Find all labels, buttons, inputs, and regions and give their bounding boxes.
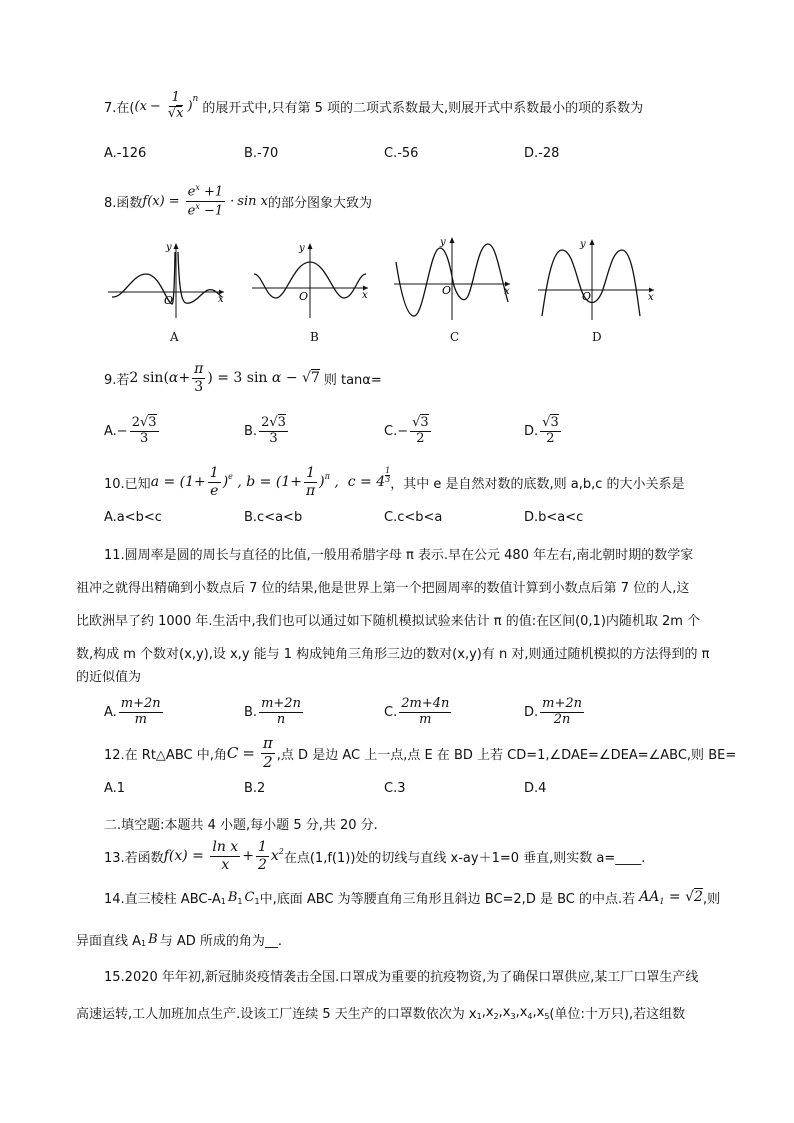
q14-line-2a: 异面直线 A [76,934,142,949]
q11-option-d: D. $\frac{m+2n}{2n}$ [524,695,583,727]
q7-option-c: C.-56 [384,146,419,161]
q8-graph-d [536,236,658,324]
q7-stem [104,86,643,126]
q11-line-3: 比欧洲早了约 1000 年.生活中,我们也可以通过如下随机模拟试验来估计 π 的值:在区间(0,1)内随机取 2m 个 [76,614,701,629]
q14-line-2b: 与 AD 所成的角为__. [159,934,282,949]
q9-equation: 2 sin( α + $\frac{\pi}{3}$ ) = 3 sin α − √7 [129,361,320,395]
q11-option-c-label: C. [384,704,398,720]
q9-option-b-label: B. [244,423,258,439]
svg-text:y: y [166,242,172,253]
q15-line-2b: (单位:十万只),若这组数 [549,1007,686,1022]
q9-option-c-label: C. [384,423,398,439]
q11-option-c: C. $\frac{2m+4n}{m}$ [384,695,450,727]
q15-line-1: 15.2020 年年初,新冠肺炎疫情袭击全国.口罩成为重要的抗疫物资,为了确保口罩供应,某工厂口罩生产线 [104,970,699,985]
q11-line-5: 的近似值为 [76,670,142,685]
q14-line-1b: 中,底面 ABC 为等腰直角三角形且斜边 BC=2,D 是 BC 的中点.若 [259,891,636,907]
q10-prefix: 10.已知 [104,476,151,492]
q14-line-1a: 14.直三棱柱 ABC-A [104,891,221,907]
q10-option-c: C.c<b<a [384,510,443,525]
q12-prefix: 12.在 Rt△ABC 中,角 [104,747,227,763]
q9-option-a: A. − $\frac{2√3}{3}$ [104,414,157,446]
q9-stem [104,356,382,400]
q8-function-expression: f ( x ) = $\frac{e^x +1}{e^x -1}$ · sin x [142,183,268,218]
q11-line-1: 11.圆周率是圆的周长与直径的比值,一般用希腊字母 π 表示.早在公元 480 年左右,南北朝时期的数学家 [104,548,694,563]
q11-option-b: B. $\frac{m+2n}{n}$ [244,695,301,727]
q8-graph-label-d: D [592,330,602,344]
q7-option-d: D.-28 [524,146,560,161]
q12-option-a: A.1 [104,781,126,796]
svg-text:y: y [580,239,586,250]
q8-graph-label-a: A [170,330,179,344]
q13-prefix: 13.若函数 [104,850,164,866]
q12-option-c: C.3 [384,781,406,796]
q9-option-c: C. − $\frac{√3}{2}$ [384,414,429,446]
q8-prefix: 8.函数 [104,195,143,211]
svg-text:x: x [504,286,510,297]
q11-option-b-label: B. [244,704,258,720]
q9-option-d-label: D. [524,423,539,439]
svg-text:y: y [440,237,446,248]
q12-angle-c: C = $\frac{\pi}{2}$ [226,734,273,771]
q11-line-4: 数,构成 m 个数对(x,y),设 x,y 能与 1 构成钝角三角形三边的数对(x,y)有 n 对,则通过随机模拟的方法得到的 π [76,647,710,662]
q9-option-a-label: A. [104,423,117,439]
q8-graph-b [250,240,372,322]
q8-graph-label-b: B [310,330,319,344]
q15-line-2: 高速运转,工人加班加点生产.设该工厂连续 5 天生产的口罩数依次为 x 1 ,x 2 ,x 3 ,x 4 ,x 5 (单位:十万只),若这组数 [76,1005,686,1022]
q9-suffix: 则 tanα= [323,372,382,388]
q7-suffix: 的展开式中,只有第 5 项的二项式系数最大,则展开式中系数最小的项的系数为 [202,100,644,116]
q14-line-1: 14.直三棱柱 ABC-A 1 B 1 C 1 中,底面 ABC 为等腰直角三角形且斜边 BC=2,D 是 BC 的中点.若 AA 1 = √2 ,则 [104,889,721,907]
svg-text:x: x [648,292,654,303]
q8-stem [104,180,372,222]
q9-prefix: 9.若 [104,372,130,388]
q11-option-a: A. $\frac{m+2n}{m}$ [104,695,161,727]
q14-line-2: 异面直线 A 1 B 与 AD 所成的角为__. [76,932,282,949]
q11-line-2: 祖冲之就得出精确到小数点后 7 位的结果,他是世界上第一个把圆周率的数值计算到小数点后第 7 位的人,这 [76,581,690,596]
q7-prefix: 7.在( [104,100,135,116]
q11-option-d-label: D. [524,704,539,720]
q13-suffix: 在点(1,f(1))处的切线与直线 x-ay＋1=0 垂直,则实数 a=____. [283,850,646,866]
q8-graph-a [106,240,228,322]
q7-option-b: B.-70 [244,146,279,161]
q7-option-a: A.-126 [104,146,147,161]
section-2-heading: 二.填空题:本题共 4 小题,每小题 5 分,共 20 分. [104,818,378,833]
q10-suffix: ，其中 e 是自然对数的底数,则 a,b,c 的大小关系是 [390,476,685,492]
svg-text:O: O [164,294,174,307]
q13-function-expression: f ( x ) = $\frac{\text{ln x}}{x}$ + $\frac{1}{2}$ x $^2$ [163,839,284,873]
q9-option-b: B. $\frac{2√3}{3}$ [244,414,286,446]
q10-option-b: B.c<a<b [244,510,303,525]
q10-stem [104,462,685,502]
q10-option-a: A.a<b<c [104,510,162,525]
svg-text:x: x [218,294,224,305]
q14-aa1-expression: AA 1 = √2 [639,889,703,906]
q12-stem [104,732,736,774]
q12-option-b: B.2 [244,781,266,796]
q12-option-d: D.4 [524,781,547,796]
svg-text:x: x [362,290,368,301]
q8-graph-label-c: C [450,330,460,344]
svg-text:y: y [299,243,305,254]
q14-line-1c: ,则 [702,891,721,907]
q15-line-2a: 高速运转,工人加班加点生产.设该工厂连续 5 天生产的口罩数依次为 x [76,1007,477,1022]
q8-graph-c [392,234,514,324]
q9-option-d: D. $\frac{√3}{2}$ [524,414,559,446]
svg-text:O: O [582,290,592,303]
q10-option-d: D.b<a<c [524,510,584,525]
q11-option-a-label: A. [104,704,117,720]
q7-binomial-expression: ( x − $\frac{1}{√x}$ ) $^n$ [134,89,199,121]
q12-suffix: ,点 D 是边 AC 上一点,点 E 在 BD 上若 CD=1,∠DAE=∠DEA=∠ABC,则 BE= [276,747,737,763]
q8-suffix: 的部分图象大致为 [267,195,372,211]
svg-text:O: O [299,290,309,303]
svg-text:O: O [442,284,452,297]
q13-stem [104,836,645,876]
q10-values: a = (1+ $\frac{1}{e}$ ) $^e$ , b = (1+ $\frac{1}{\pi}$ ) $^\pi$ , c = 4 $^{1 3}$ [150,465,391,499]
